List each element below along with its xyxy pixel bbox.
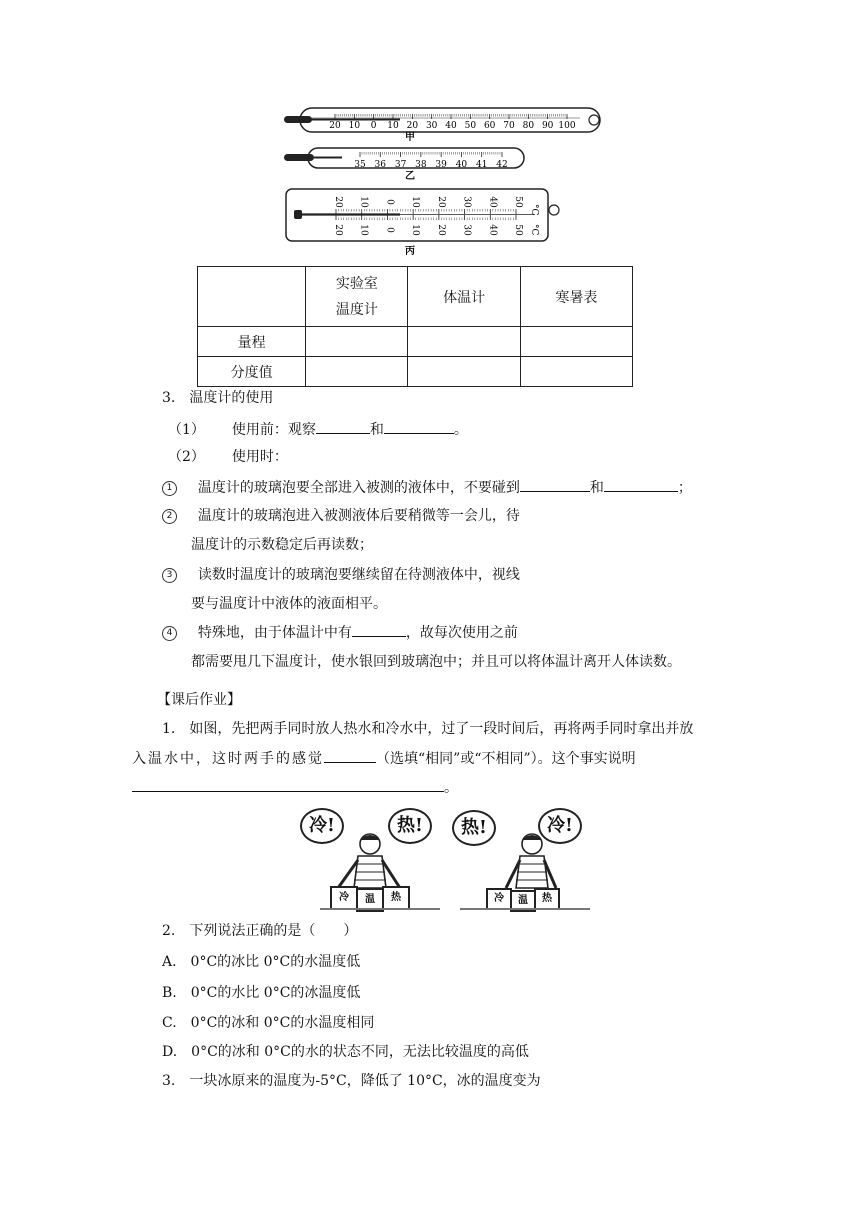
thermometer-jia-scale-label: 20 (329, 121, 341, 131)
table-cell[interactable] (408, 357, 520, 387)
thermometer-bing-scale-label: 30 (461, 196, 472, 208)
thermometer-jia-scale-label: 70 (503, 121, 515, 131)
thermometer-bing-scale-label: 30 (461, 224, 472, 236)
item-number-marker: 2 (162, 509, 177, 524)
thermometer-bing-scale-label: 40 (487, 224, 498, 236)
thermometer-bing-scale-label: 50 (513, 196, 523, 208)
q1-line3-end: 。 (444, 780, 458, 796)
water-tub: 热 (534, 888, 560, 910)
thermometer-bing-scale-label: 20 (435, 224, 446, 236)
table-row (198, 327, 633, 357)
thermometer-jia-caption: 甲 (405, 132, 415, 143)
thermometer-jia-scale-label: 90 (541, 121, 554, 131)
hands-experiment-figure (300, 806, 600, 916)
ground-line (320, 908, 440, 910)
thermometer-bing-scale-label: 10 (358, 224, 369, 236)
usage-item-3 (162, 565, 520, 585)
q1-line2-text: 入温水中，这时两手的感觉 (132, 751, 324, 767)
thermometer-yi-caption: 乙 (405, 171, 415, 182)
item-number-marker: 4 (162, 626, 177, 641)
usage-during-text: 使用时： (231, 449, 288, 465)
thermometer-yi-scale-label: 36 (374, 160, 387, 170)
q1-line2-text-b: （选填“相同”或“不相同”）。这个事实说明 (376, 751, 636, 767)
table-header-weather: 寒暑表 (520, 267, 632, 327)
usage-item-2 (162, 506, 520, 526)
q2-option-c[interactable]: C. 0°C的冰和 0°C的水温度相同 (162, 1015, 375, 1031)
usage-title: 3. 温度计的使用 (162, 390, 274, 406)
water-tub: 温 (356, 888, 384, 912)
speech-bubble: 冷! (300, 808, 344, 844)
q2-option-a[interactable]: A. 0°C的冰比 0°C的水温度低 (162, 954, 361, 970)
usage-item-2-cont: 温度计的示数稳定后再读数； (191, 537, 373, 553)
answer-blank[interactable] (604, 477, 678, 492)
usage-item-1 (162, 477, 692, 498)
usage-item-text: 温度计的玻璃泡要全部进入被测的液体中，不要碰到 (197, 480, 520, 496)
answer-blank[interactable] (352, 622, 406, 637)
usage-item-4 (162, 622, 518, 643)
usage-before-text: 使用前：观察 (231, 422, 316, 438)
thermometer-bing-scale-label: 10 (410, 224, 421, 236)
table-row-label: 量程 (198, 327, 306, 357)
table-row-label: 分度值 (198, 357, 306, 387)
q1-line1: 1. 如图，先把两手同时放人热水和冷水中，过了一段时间后，再将两手同时拿出并放 (162, 721, 694, 737)
speech-bubble: 热! (452, 810, 496, 846)
usage-item-text: 读数时温度计的玻璃泡要继续留在待测液体中，视线 (197, 567, 520, 583)
figure-panel-right (450, 806, 600, 916)
q2-option-b[interactable]: B. 0°C的水比 0°C的冰温度低 (162, 985, 361, 1001)
water-tub: 温 (510, 890, 536, 912)
q2-option-d[interactable]: D. 0°C的冰和 0°C的水的状态不同，无法比较温度的高低 (162, 1044, 529, 1060)
usage-during (168, 447, 288, 467)
usage-item-and: 和 (589, 480, 604, 496)
answer-blank[interactable] (384, 419, 454, 434)
table-cell[interactable] (306, 357, 408, 387)
thermometer-bing-scale-label: 10 (410, 196, 421, 208)
figure-panel-left (300, 806, 440, 916)
table-cell[interactable] (306, 327, 408, 357)
thermometer-jia (284, 108, 600, 132)
thermometer-yi-scale-label: 40 (455, 160, 468, 170)
table-header-lab-line1: 实验室 (335, 275, 378, 292)
usage-before-num: （1） (168, 422, 205, 438)
usage-item-end: ； (677, 480, 692, 496)
usage-before-and: 和 (369, 422, 384, 438)
table-row (198, 357, 633, 387)
thermometer-jia-scale-label: 10 (387, 121, 399, 131)
table-header-row (198, 267, 633, 327)
table-corner-cell (198, 267, 306, 327)
thermometer-bing-scale-label: 0 (384, 199, 395, 205)
answer-blank[interactable] (132, 777, 444, 792)
thermometer-yi-scale-label: 38 (415, 160, 427, 170)
thermometer-bing-caption: 丙 (405, 246, 415, 257)
thermometer-jia-scale-label: 30 (425, 121, 438, 131)
table-cell[interactable] (408, 327, 520, 357)
speech-bubble: 冷! (538, 808, 582, 844)
ground-line (460, 908, 590, 910)
thermometer-yi-scale-label: 37 (394, 160, 407, 170)
thermometer-bing-scale-label: 20 (333, 224, 343, 236)
thermometer-bing-scale-label: 50 (513, 224, 523, 236)
water-tub: 冷 (486, 888, 512, 910)
thermometer-figure (280, 100, 610, 260)
answer-blank[interactable] (520, 477, 590, 492)
thermometer-yi (284, 148, 524, 170)
q1-line3 (132, 777, 458, 798)
thermometer-jia-scale-label: 20 (406, 121, 419, 131)
table-header-clinical: 体温计 (408, 267, 520, 327)
item-number-marker: 1 (162, 481, 177, 496)
q1-line2 (132, 748, 732, 769)
thermometer-comparison-table (197, 266, 633, 387)
homework-title: 【课后作业】 (157, 692, 241, 708)
usage-before (168, 419, 468, 440)
thermometer-yi-scale-label: 42 (496, 160, 508, 170)
thermometer-bing-scale-label: 10 (358, 196, 369, 208)
table-cell[interactable] (520, 357, 632, 387)
usage-item-text: 特殊地，由于体温计中有 (197, 625, 352, 641)
usage-item-text-b: ，故每次使用之前 (405, 625, 518, 641)
thermometer-jia-scale-label: 0 (370, 121, 377, 131)
item-number-marker: 3 (162, 568, 177, 583)
thermometer-bing-unit-bottom: °C (529, 224, 539, 236)
speech-bubble: 热! (388, 808, 432, 844)
thermometer-bing-scale-label: 20 (333, 196, 343, 208)
answer-blank[interactable] (316, 419, 370, 434)
thermometer-jia-scale-label: 50 (464, 121, 477, 131)
usage-item-text: 温度计的玻璃泡进入被测液体后要稍微等一会儿，待 (197, 508, 520, 524)
thermometer-jia-scale-label: 40 (445, 121, 457, 131)
thermometer-bing-scale-label: 0 (384, 227, 395, 233)
usage-before-end: 。 (453, 422, 468, 438)
thermometer-yi-scale-label: 39 (435, 160, 447, 170)
table-header-lab (306, 267, 408, 327)
thermometer-yi-scale-label: 35 (354, 160, 366, 170)
q3-stem: 3. 一块冰原来的温度为-5°C，降低了 10°C，冰的温度变为 (162, 1073, 541, 1089)
thermometer-jia-scale-label: 80 (522, 121, 535, 131)
table-cell[interactable] (520, 327, 632, 357)
table-header-lab-line2: 温度计 (335, 301, 378, 318)
water-tub: 冷 (330, 886, 358, 910)
q2-stem: 2. 下列说法正确的是（ ） (162, 923, 358, 939)
usage-item-3-cont: 要与温度计中液体的液面相平。 (191, 596, 387, 612)
thermometer-bing (286, 189, 559, 241)
thermometer-jia-scale-label: 60 (483, 121, 496, 131)
answer-blank[interactable] (324, 748, 376, 763)
thermometer-bing-unit-top: °C (529, 204, 539, 216)
usage-item-4-cont: 都需要甩几下温度计，使水银回到玻璃泡中；并且可以将体温计离开人体读数。 (191, 654, 681, 670)
thermometer-bing-scale-label: 20 (435, 196, 446, 208)
usage-during-num: （2） (168, 449, 205, 465)
thermometer-bing-scale-label: 40 (487, 196, 498, 208)
water-tub: 热 (382, 886, 410, 910)
thermometer-yi-scale-label: 41 (475, 160, 488, 170)
thermometer-jia-scale-label: 100 (558, 121, 576, 131)
thermometer-jia-scale-label: 10 (348, 121, 361, 131)
